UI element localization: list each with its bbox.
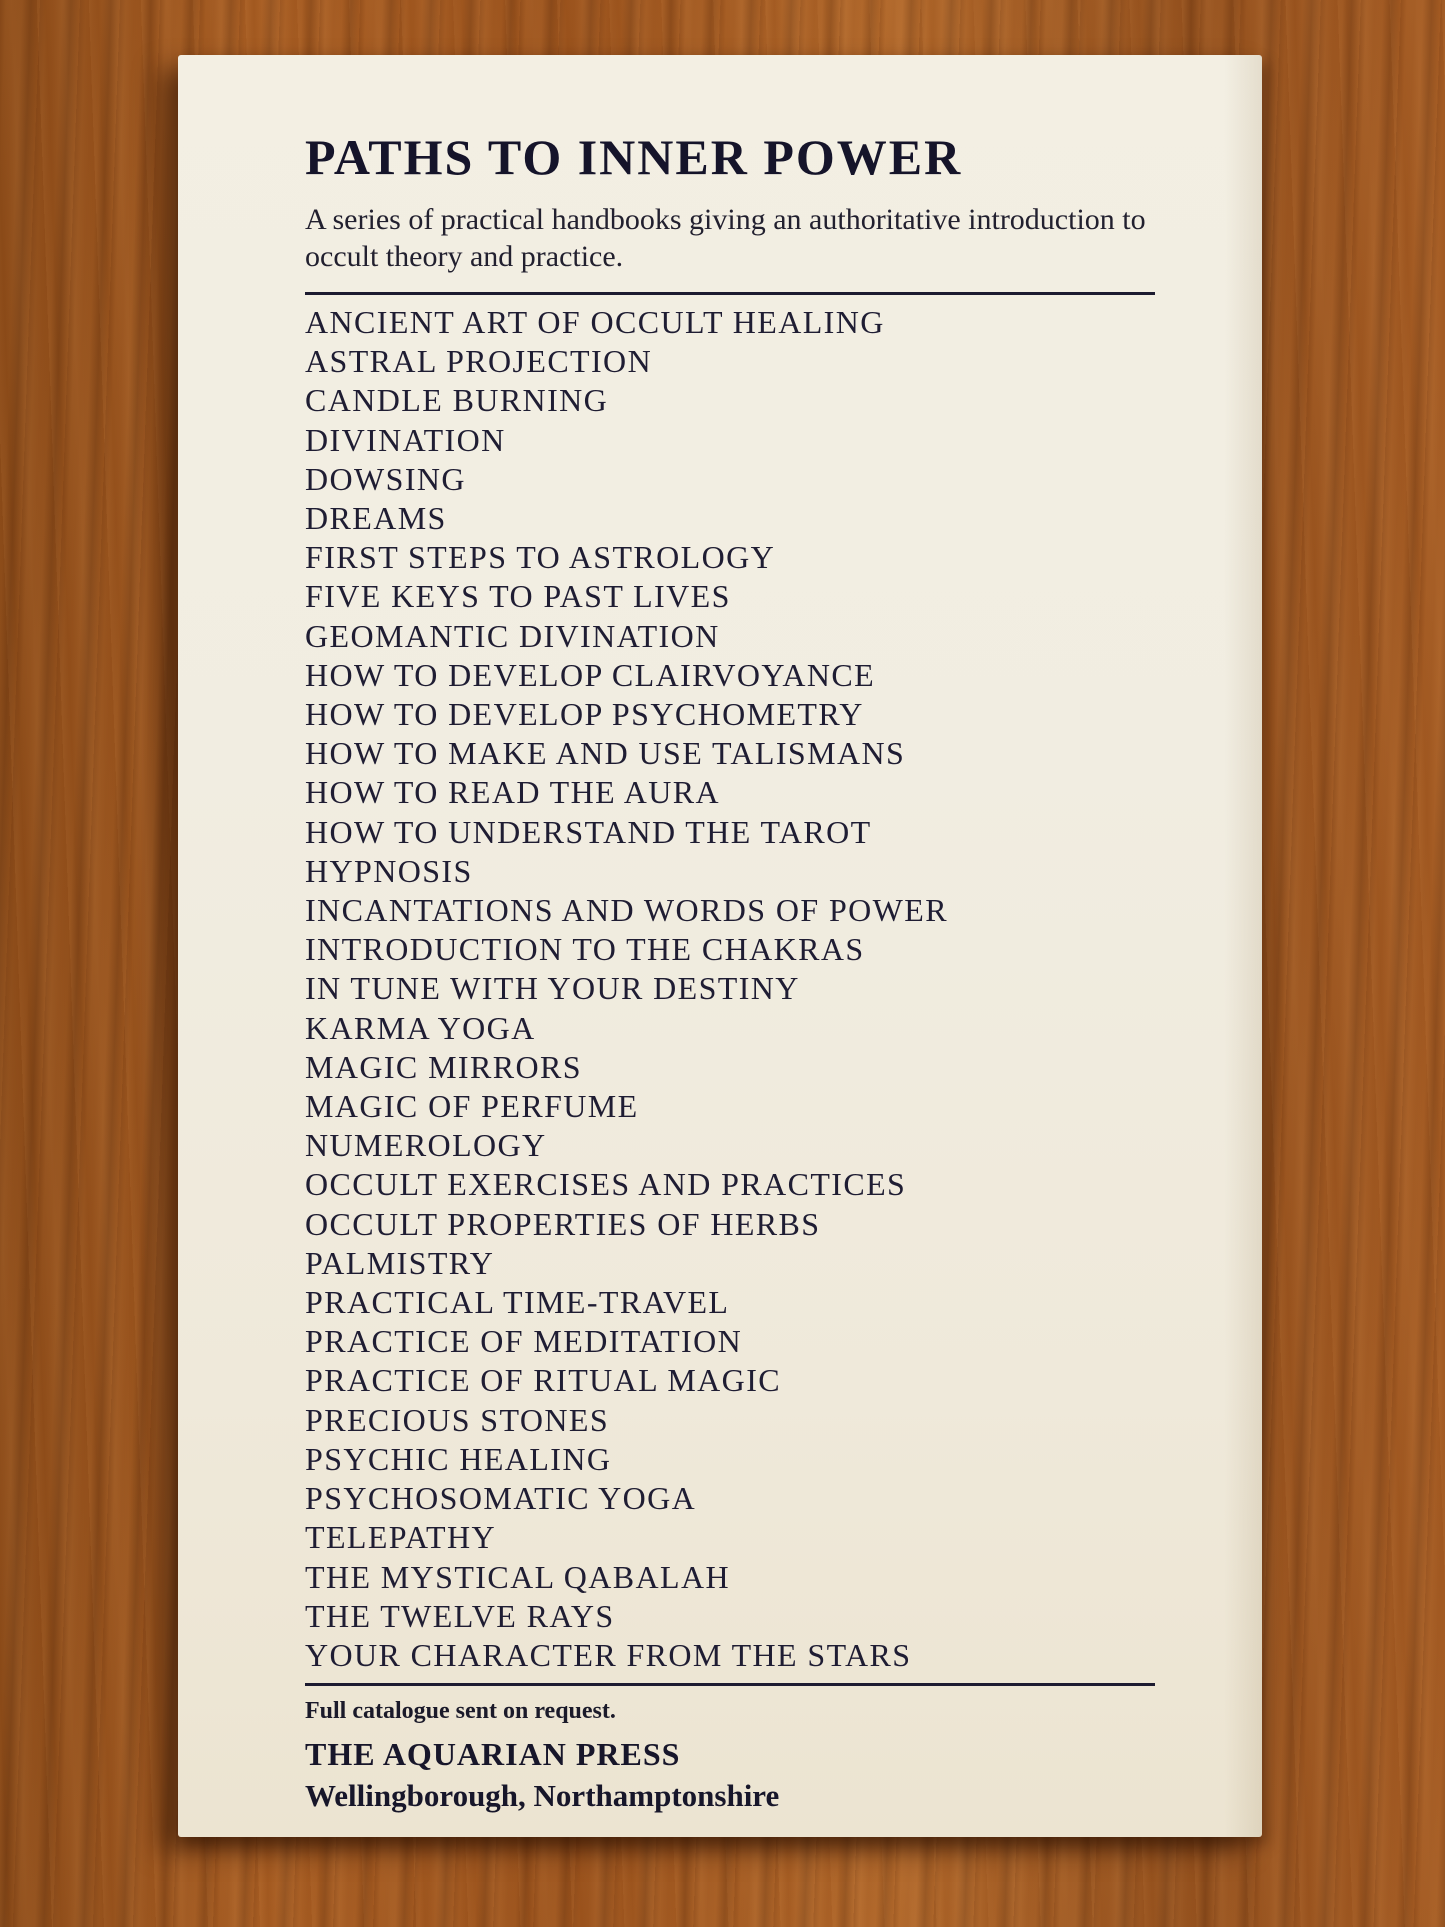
book-title-item: HOW TO UNDERSTAND THE TAROT bbox=[305, 813, 872, 850]
book-title-item: ASTRAL PROJECTION bbox=[305, 343, 653, 380]
book-title-item: MAGIC MIRRORS bbox=[305, 1048, 582, 1085]
book-title-item: PRACTICAL TIME-TRAVEL bbox=[305, 1284, 730, 1321]
book-title-item: GEOMANTIC DIVINATION bbox=[305, 617, 720, 654]
cover-text-block bbox=[305, 125, 1155, 1816]
book-title-item: CANDLE BURNING bbox=[305, 382, 609, 419]
book-title-item: NUMEROLOGY bbox=[305, 1127, 547, 1164]
book-title-item: IN TUNE WITH YOUR DESTINY bbox=[305, 970, 800, 1007]
book-title-item: PALMISTRY bbox=[305, 1244, 495, 1281]
book-title-item: PSYCHOSOMATIC YOGA bbox=[305, 1480, 697, 1517]
book-title-item: FIVE KEYS TO PAST LIVES bbox=[305, 578, 731, 615]
book-title-item: TELEPATHY bbox=[305, 1519, 496, 1556]
publisher-address: Wellingborough, Northamptonshire bbox=[305, 1778, 780, 1814]
book-title-item: INTRODUCTION TO THE CHAKRAS bbox=[305, 931, 865, 968]
book-title-item: THE TWELVE RAYS bbox=[305, 1597, 615, 1634]
top-divider bbox=[305, 292, 1155, 295]
book-title-item: DOWSING bbox=[305, 460, 466, 497]
book-title-item: ANCIENT ART OF OCCULT HEALING bbox=[305, 304, 885, 340]
book-title-item: MAGIC OF PERFUME bbox=[305, 1088, 639, 1125]
book-title-item: OCCULT PROPERTIES OF HERBS bbox=[305, 1205, 821, 1242]
book-title-item: HYPNOSIS bbox=[305, 852, 473, 889]
book-title-item: THE MYSTICAL QABALAH bbox=[305, 1558, 731, 1595]
book-title-item: DIVINATION bbox=[305, 421, 506, 458]
book-title-item: HOW TO DEVELOP PSYCHOMETRY bbox=[305, 696, 864, 733]
series-title: PATHS TO INNER POWER bbox=[305, 129, 963, 185]
book-title-item: HOW TO MAKE AND USE TALISMANS bbox=[305, 735, 906, 772]
book-title-item: INCANTATIONS AND WORDS OF POWER bbox=[305, 892, 948, 929]
publisher-name: THE AQUARIAN PRESS bbox=[305, 1736, 681, 1773]
book-title-item: HOW TO DEVELOP CLAIRVOYANCE bbox=[305, 656, 876, 693]
book-title-item: PRECIOUS STONES bbox=[305, 1401, 610, 1438]
book-title-item: FIRST STEPS TO ASTROLOGY bbox=[305, 539, 776, 576]
book-title-item: OCCULT EXERCISES AND PRACTICES bbox=[305, 1166, 907, 1203]
bottom-divider bbox=[305, 1683, 1155, 1686]
book-title-item: HOW TO READ THE AURA bbox=[305, 774, 720, 811]
book-title-item: DREAMS bbox=[305, 500, 447, 537]
book-title-item: PRACTICE OF MEDITATION bbox=[305, 1323, 743, 1360]
book-title-item: YOUR CHARACTER FROM THE STARS bbox=[305, 1636, 912, 1673]
book-back-cover bbox=[178, 55, 1262, 1837]
book-title-item: PSYCHIC HEALING bbox=[305, 1440, 612, 1477]
series-description: A series of practical handbooks giving an authoritative introduction to occult theory and practice. bbox=[305, 203, 1146, 273]
book-title-list bbox=[305, 303, 1155, 1675]
book-title-item: PRACTICE OF RITUAL MAGIC bbox=[305, 1362, 781, 1399]
catalogue-note: Full catalogue sent on request. bbox=[305, 1698, 616, 1725]
book-title-item: KARMA YOGA bbox=[305, 1009, 536, 1046]
